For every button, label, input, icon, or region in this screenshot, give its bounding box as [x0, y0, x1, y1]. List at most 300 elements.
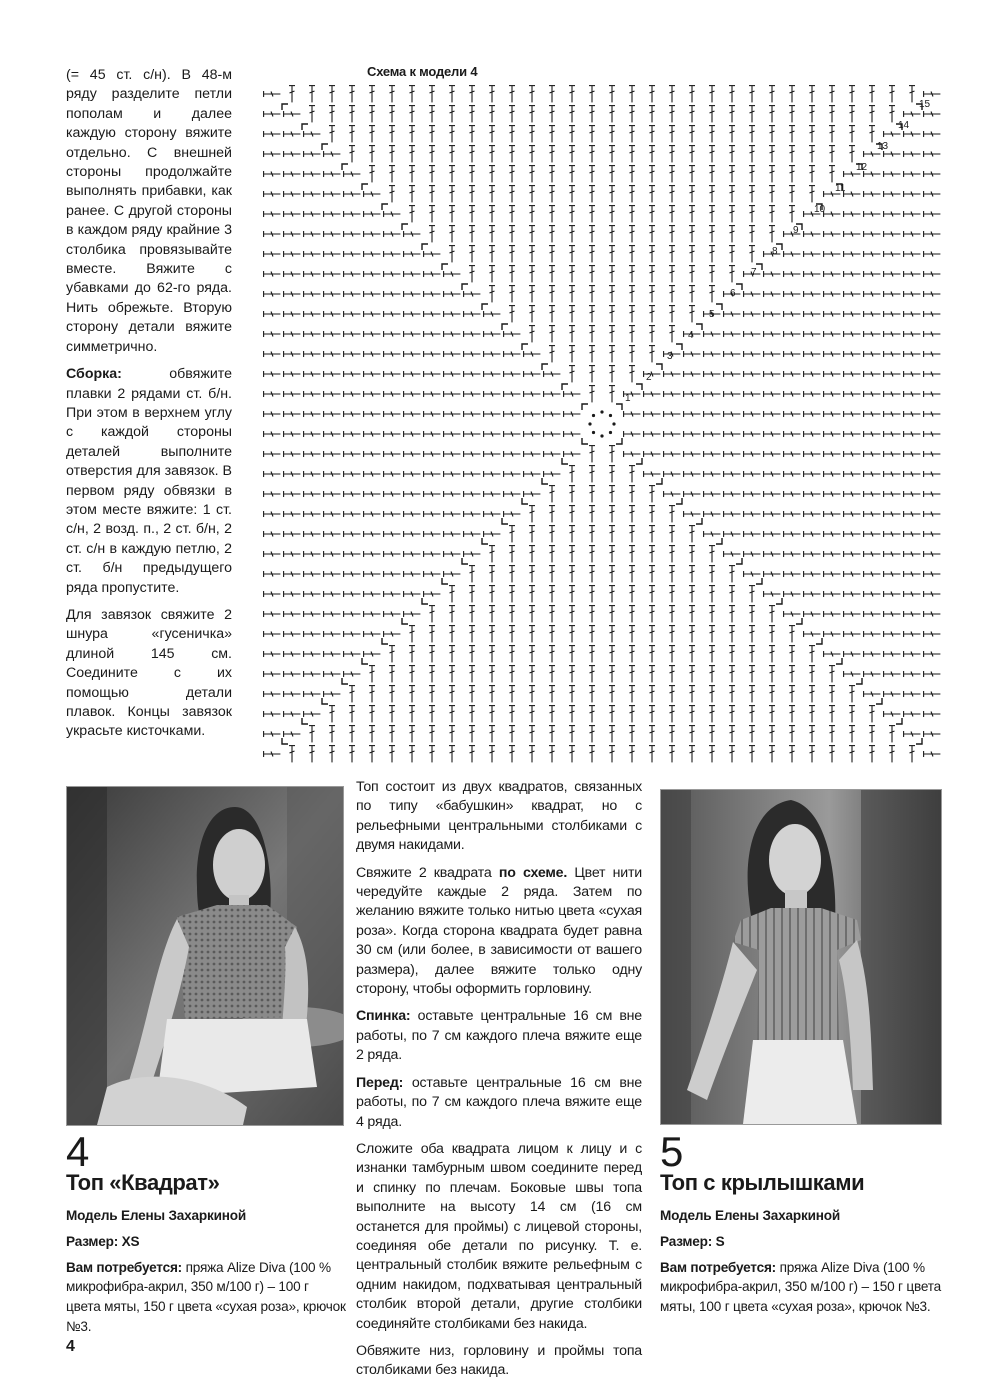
stitch-symbol [704, 391, 721, 397]
stitch-symbol [469, 126, 475, 143]
stitch-symbol [789, 106, 795, 123]
stitch-symbol [684, 491, 701, 497]
text-span: Свяжите 2 квадрата [356, 864, 499, 881]
stitch-symbol [884, 351, 901, 357]
stitch-symbol [649, 266, 655, 283]
center-chain-dot [592, 414, 595, 417]
back-paragraph [356, 1007, 642, 1065]
stitch-symbol [389, 686, 395, 703]
stitch-symbol [384, 491, 401, 497]
stitch-symbol [549, 266, 555, 283]
stitch-symbol [544, 451, 561, 457]
stitch-symbol [764, 491, 781, 497]
stitch-symbol [664, 451, 681, 457]
round-outline [582, 404, 622, 444]
stitch-symbol [509, 686, 515, 703]
stitch-symbol [429, 606, 435, 623]
stitch-symbol [649, 586, 655, 603]
stitch-symbol [529, 326, 535, 343]
stitch-symbol [284, 631, 301, 637]
stitch-symbol [409, 86, 415, 103]
stitch-symbol [524, 351, 541, 357]
round-outline [522, 344, 682, 504]
stitch-symbol [669, 646, 675, 663]
stitch-symbol [504, 471, 521, 477]
stitch-symbol [509, 166, 515, 183]
row-number: 4 [688, 330, 694, 341]
stitch-symbol [629, 686, 635, 703]
stitch-symbol [924, 591, 941, 597]
stitch-symbol [284, 651, 301, 657]
stitch-symbol [669, 106, 675, 123]
stitch-symbol [564, 431, 581, 437]
model-4-needs-label: Вам потребуется: [66, 1259, 183, 1275]
stitch-symbol [589, 106, 595, 123]
stitch-symbol [824, 311, 841, 317]
stitch-symbol [804, 391, 821, 397]
stitch-symbol [629, 306, 635, 323]
stitch-symbol [764, 331, 781, 337]
stitch-symbol [529, 186, 535, 203]
stitch-symbol [629, 706, 635, 723]
stitch-symbol [549, 226, 555, 243]
stitch-symbol [824, 571, 841, 577]
stitch-symbol [364, 211, 381, 217]
stitch-symbol [324, 311, 341, 317]
stitch-symbol [569, 106, 575, 123]
stitch-symbol [444, 511, 461, 517]
stitch-symbol [804, 231, 821, 237]
stitch-symbol [724, 391, 741, 397]
stitch-symbol [569, 306, 575, 323]
stitch-symbol [704, 491, 721, 497]
stitch-symbol [589, 306, 595, 323]
stitch-symbol [664, 391, 681, 397]
stitch-symbol [404, 571, 421, 577]
stitch-symbol [549, 286, 555, 303]
stitch-symbol [404, 491, 421, 497]
stitch-symbol [689, 526, 695, 543]
stitch-symbol [924, 551, 941, 557]
stitch-symbol [549, 706, 555, 723]
stitch-symbol [509, 666, 515, 683]
stitch-symbol [444, 271, 461, 277]
stitch-symbol [484, 371, 501, 377]
stitch-symbol [284, 471, 301, 477]
stitch-symbol [569, 506, 575, 523]
stitch-symbol [669, 746, 675, 763]
stitch-symbol [444, 431, 461, 437]
stitch-symbol [744, 331, 761, 337]
round-outline [542, 364, 662, 484]
stitch-symbol [404, 551, 421, 557]
stitch-symbol [489, 586, 495, 603]
stitch-symbol [769, 626, 775, 643]
stitch-symbol [264, 91, 281, 97]
stitch-symbol [864, 591, 881, 597]
stitch-symbol [784, 551, 801, 557]
stitch-symbol [344, 551, 361, 557]
stitch-symbol [424, 291, 441, 297]
stitch-symbol [304, 631, 321, 637]
row-number: 1 [625, 393, 631, 404]
stitch-symbol [264, 731, 281, 737]
stitch-symbol [629, 286, 635, 303]
stitch-symbol [789, 186, 795, 203]
stitch-symbol [424, 571, 441, 577]
stitch-symbol [529, 246, 535, 263]
stitch-symbol [864, 511, 881, 517]
stitch-symbol [644, 451, 661, 457]
stitch-symbol [804, 591, 821, 597]
round-outline [482, 304, 722, 544]
stitch-symbol [484, 411, 501, 417]
stitch-symbol [749, 126, 755, 143]
stitch-symbol [764, 571, 781, 577]
stitch-symbol [549, 586, 555, 603]
stitch-symbol [629, 526, 635, 543]
stitch-symbol [549, 566, 555, 583]
stitch-symbol [589, 366, 595, 383]
stitch-symbol [609, 266, 615, 283]
stitch-symbol [524, 471, 541, 477]
front-label: Перед: [356, 1074, 404, 1091]
stitch-symbol [529, 606, 535, 623]
stitch-symbol [264, 331, 281, 337]
stitch-symbol [284, 531, 301, 537]
stitch-symbol [589, 626, 595, 643]
stitch-symbol [429, 86, 435, 103]
stitch-symbol [369, 166, 375, 183]
stitch-symbol [529, 86, 535, 103]
stitch-symbol [429, 706, 435, 723]
stitch-symbol [504, 411, 521, 417]
stitch-symbol [469, 186, 475, 203]
stitch-symbol [429, 666, 435, 683]
stitch-symbol [689, 726, 695, 743]
stitch-symbol [749, 706, 755, 723]
stitch-symbol [369, 726, 375, 743]
stitch-symbol [284, 211, 301, 217]
stitch-symbol [424, 551, 441, 557]
stitch-symbol [884, 411, 901, 417]
stitch-symbol [424, 511, 441, 517]
stitch-symbol [364, 611, 381, 617]
stitch-symbol [824, 371, 841, 377]
stitch-symbol [609, 326, 615, 343]
stitch-symbol [549, 146, 555, 163]
stitch-symbol [784, 331, 801, 337]
stitch-symbol [824, 491, 841, 497]
stitch-symbol [489, 106, 495, 123]
stitch-symbol [589, 686, 595, 703]
stitch-symbol [449, 666, 455, 683]
stitch-symbol [769, 206, 775, 223]
stitch-symbol [549, 86, 555, 103]
stitch-symbol [304, 611, 321, 617]
stitch-symbol [744, 571, 761, 577]
stitch-symbol [489, 126, 495, 143]
stitch-symbol [504, 491, 521, 497]
stitch-symbol [564, 451, 581, 457]
stitch-symbol [864, 411, 881, 417]
stitch-symbol [344, 471, 361, 477]
stitch-symbol [364, 591, 381, 597]
stitch-symbol [284, 731, 301, 737]
stitch-symbol [429, 726, 435, 743]
stitch-symbol [264, 571, 281, 577]
stitch-symbol [429, 126, 435, 143]
stitch-symbol [444, 371, 461, 377]
stitch-symbol [629, 126, 635, 143]
stitch-symbol [509, 566, 515, 583]
stitch-symbol [464, 451, 481, 457]
stitch-symbol [304, 671, 321, 677]
stitch-symbol [464, 411, 481, 417]
stitch-symbol [649, 686, 655, 703]
stitch-symbol [649, 666, 655, 683]
stitch-symbol [304, 291, 321, 297]
stitch-symbol [829, 726, 835, 743]
stitch-symbol [324, 671, 341, 677]
stitch-symbol [409, 686, 415, 703]
stitch-symbol [784, 431, 801, 437]
stitch-symbol [529, 526, 535, 543]
stitch-symbol [669, 606, 675, 623]
stitch-symbol [864, 391, 881, 397]
stitch-symbol [884, 631, 901, 637]
stitch-symbol [569, 366, 575, 383]
stitch-symbol [324, 231, 341, 237]
stitch-symbol [549, 246, 555, 263]
stitch-symbol [364, 651, 381, 657]
model-5-author: Модель Елены Захаркиной [660, 1208, 841, 1223]
stitch-symbol [489, 646, 495, 663]
stitch-symbol [824, 631, 841, 637]
stitch-symbol [549, 106, 555, 123]
stitch-symbol [704, 431, 721, 437]
stitch-symbol [784, 451, 801, 457]
stitch-symbol [844, 291, 861, 297]
stitch-symbol [849, 126, 855, 143]
stitch-symbol [444, 391, 461, 397]
stitch-symbol [404, 431, 421, 437]
stitch-symbol [389, 706, 395, 723]
stitch-symbol [729, 606, 735, 623]
stitch-symbol [524, 491, 541, 497]
stitch-symbol [729, 646, 735, 663]
stitch-symbol [844, 431, 861, 437]
stitch-symbol [609, 546, 615, 563]
stitch-symbol [629, 326, 635, 343]
stitch-symbol [764, 531, 781, 537]
stitch-symbol [669, 166, 675, 183]
stitch-symbol [569, 226, 575, 243]
stitch-symbol [864, 191, 881, 197]
stitch-symbol [369, 146, 375, 163]
stitch-symbol [829, 126, 835, 143]
stitch-symbol [669, 226, 675, 243]
stitch-symbol [829, 746, 835, 763]
stitch-symbol [804, 331, 821, 337]
stitch-symbol [924, 191, 941, 197]
stitch-symbol [424, 251, 441, 257]
stitch-symbol [589, 206, 595, 223]
paragraph: Обвяжите низ, горловину и проймы топа столбиками без накида. [356, 1342, 642, 1379]
stitch-symbol [264, 251, 281, 257]
stitch-symbol [704, 511, 721, 517]
stitch-symbol [569, 86, 575, 103]
stitch-symbol [904, 551, 921, 557]
stitch-symbol [364, 471, 381, 477]
stitch-symbol [469, 266, 475, 283]
stitch-symbol [324, 171, 341, 177]
stitch-symbol [849, 146, 855, 163]
stitch-symbol [369, 746, 375, 763]
stitch-symbol [904, 311, 921, 317]
stitch-symbol [904, 391, 921, 397]
stitch-symbol [749, 146, 755, 163]
stitch-symbol [389, 186, 395, 203]
stitch-symbol [824, 471, 841, 477]
stitch-symbol [364, 571, 381, 577]
stitch-symbol [609, 346, 615, 363]
stitch-symbol [364, 631, 381, 637]
stitch-symbol [289, 86, 295, 103]
stitch-symbol [709, 646, 715, 663]
stitch-symbol [704, 531, 721, 537]
stitch-symbol [529, 706, 535, 723]
row-number: 14 [898, 120, 910, 131]
stitch-symbol [384, 591, 401, 597]
stitch-symbol [304, 431, 321, 437]
stitch-symbol [529, 106, 535, 123]
stitch-symbol [809, 106, 815, 123]
stitch-symbol [709, 666, 715, 683]
stitch-symbol [284, 151, 301, 157]
stitch-symbol [569, 286, 575, 303]
stitch-symbol [409, 746, 415, 763]
stitch-symbol [344, 211, 361, 217]
center-chain-dot [609, 431, 612, 434]
stitch-symbol [549, 626, 555, 643]
model-5-number: 5 [660, 1128, 683, 1175]
stitch-symbol [864, 671, 881, 677]
stitch-symbol [924, 471, 941, 477]
stitch-symbol [609, 486, 615, 503]
stitch-symbol [924, 291, 941, 297]
stitch-symbol [804, 291, 821, 297]
model-4-author: Модель Елены Захаркиной [66, 1208, 247, 1223]
stitch-symbol [304, 531, 321, 537]
stitch-symbol [284, 691, 301, 697]
stitch-symbol [609, 206, 615, 223]
stitch-symbol [544, 371, 561, 377]
stitch-symbol [409, 186, 415, 203]
stitch-symbol [384, 551, 401, 557]
stitch-symbol [609, 726, 615, 743]
stitch-symbol [349, 706, 355, 723]
stitch-symbol [669, 326, 675, 343]
stitch-symbol [304, 691, 321, 697]
stitch-symbol [304, 591, 321, 597]
round-outline [362, 184, 842, 664]
stitch-symbol [509, 546, 515, 563]
model-4-title: Топ «Квадрат» [66, 1170, 220, 1195]
stitch-symbol [264, 691, 281, 697]
stitch-symbol [689, 706, 695, 723]
stitch-symbol [609, 386, 615, 403]
stitch-symbol [569, 566, 575, 583]
stitch-symbol [689, 266, 695, 283]
stitch-symbol [529, 206, 535, 223]
stitch-symbol [284, 391, 301, 397]
stitch-symbol [709, 686, 715, 703]
stitch-symbol [484, 491, 501, 497]
stitch-symbol [264, 611, 281, 617]
stitch-symbol [704, 471, 721, 477]
stitch-symbol [344, 491, 361, 497]
stitch-symbol [784, 291, 801, 297]
stitch-symbol [609, 186, 615, 203]
stitch-symbol [589, 546, 595, 563]
stitch-symbol [344, 631, 361, 637]
paragraph: Сложите оба квадрата лицом к лицу и с изнанки тамбурным швом соедините перед и спинку по плечам. Боковые швы топа выполните на высоту 14 см (16 см останется для проймы) с лицевой стороны, соединяя обе детали по рисунку. Т. е. центральный столбик вяжите рельефным с одним накидом, подхватывая центральный столбик второй детали, другие столбики соединяйте столбиками без накида. [356, 1140, 642, 1332]
stitch-symbol [609, 466, 615, 483]
stitch-symbol [924, 511, 941, 517]
back-label: Спинка: [356, 1008, 411, 1025]
stitch-symbol [649, 506, 655, 523]
stitch-symbol [489, 626, 495, 643]
stitch-symbol [549, 686, 555, 703]
stitch-symbol [744, 391, 761, 397]
stitch-symbol [844, 271, 861, 277]
text-span: Цвет нити чередуйте каждые 2 ряда. Затем по желанию вяжите только нитью цвета «сухая роза». Когда сторона квадрата будет равна 30 см (или более, в зависимости от вашего размера), далее вяжите только одну сторону, чтобы оформить горловину. [356, 864, 643, 998]
stitch-symbol [464, 471, 481, 477]
stitch-symbol [609, 686, 615, 703]
stitch-symbol [404, 611, 421, 617]
stitch-symbol [349, 106, 355, 123]
stitch-symbol [264, 211, 281, 217]
stitch-symbol [849, 686, 855, 703]
stitch-symbol [629, 646, 635, 663]
stitch-symbol [449, 706, 455, 723]
stitch-symbol [549, 306, 555, 323]
stitch-symbol [849, 706, 855, 723]
stitch-symbol [284, 271, 301, 277]
stitch-symbol [404, 251, 421, 257]
row-number: 11 [835, 183, 846, 194]
stitch-symbol [829, 146, 835, 163]
stitch-symbol [724, 551, 741, 557]
stitch-symbol [444, 291, 461, 297]
stitch-symbol [629, 666, 635, 683]
stitch-symbol [429, 106, 435, 123]
stitch-symbol [344, 671, 361, 677]
stitch-symbol [424, 431, 441, 437]
stitch-symbol [464, 391, 481, 397]
stitch-symbol [609, 506, 615, 523]
stitch-symbol [509, 286, 515, 303]
stitch-symbol [384, 471, 401, 477]
stitch-symbol [449, 586, 455, 603]
stitch-symbol [924, 91, 941, 97]
stitch-symbol [689, 646, 695, 663]
row-number: 2 [646, 372, 652, 383]
stitch-symbol [884, 671, 901, 677]
stitch-symbol [284, 711, 301, 717]
stitch-symbol [609, 606, 615, 623]
